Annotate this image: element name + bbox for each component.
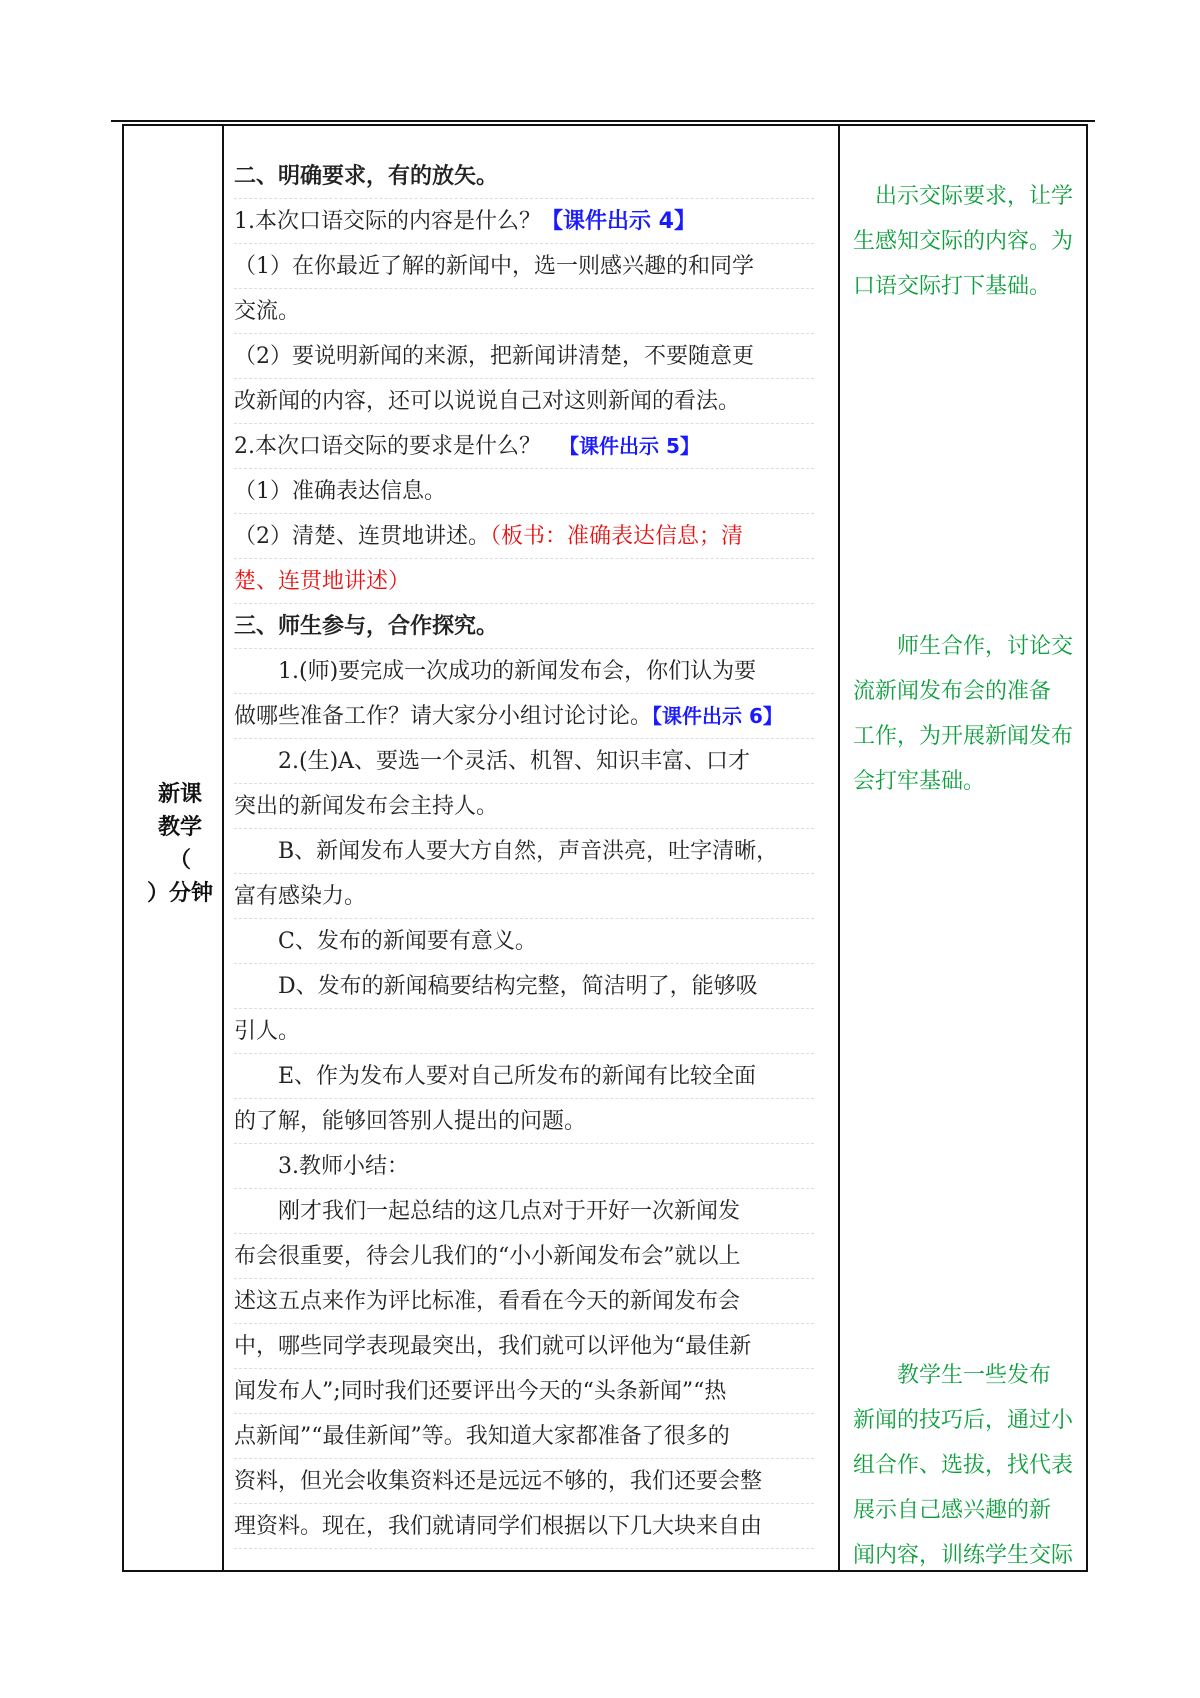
summary-line-4: 中，哪些同学表现最突出，我们就可以评他为“最佳新 (234, 1324, 814, 1369)
design-note-2 (853, 624, 1089, 804)
top-rule (111, 120, 1095, 122)
point-a-line1: 2.(生)A、要选一个灵活、机智、知识丰富、口才 (234, 739, 814, 784)
point-c: C、发布的新闻要有意义。 (234, 919, 814, 964)
point-e-line1: E、作为发布人要对自己所发布的新闻有比较全面 (234, 1054, 814, 1099)
slide-tag-6: 【课件出示 6】 (652, 704, 783, 728)
note-2-line1: 师生合作，讨论交 (897, 634, 1074, 659)
teacher-question-line2: 做哪些准备工作？请大家分小组讨论讨论。【课件出示 6】 (234, 694, 814, 739)
answer-1-1-line2: 交流。 (234, 289, 814, 334)
summary-line-8: 理资料。现在，我们就请同学们根据以下几大块来自由 (234, 1504, 814, 1549)
label-line-3: （ (168, 848, 191, 873)
point-b-line1: B、新闻发布人要大方自然，声音洪亮，吐字清晰， (234, 829, 814, 874)
note-2-line3: 工作，为开展新闻发布 (853, 724, 1074, 749)
answer-1-2-line1: （2）要说明新闻的来源，把新闻讲清楚，不要随意更 (234, 334, 814, 379)
note-1-line1: 出示交际要求，让学 (875, 184, 1074, 209)
summary-line-1: 刚才我们一起总结的这几点对于开好一次新闻发 (234, 1189, 814, 1234)
note-2-line2: 流新闻发布会的准备 (853, 679, 1052, 704)
question-2: 2.本次口语交际的要求是什么？ 【课件出示 5】 (234, 424, 814, 469)
heading-requirements: 二、明确要求，有的放矢。 (234, 154, 814, 199)
summary-line-5: 闻发布人”;同时我们还要评出今天的“头条新闻”“热 (234, 1369, 814, 1414)
design-note-3 (853, 1353, 1089, 1578)
point-e-line2: 的了解，能够回答别人提出的问题。 (234, 1099, 814, 1144)
answer-2-1: （1）准确表达信息。 (234, 469, 814, 514)
point-d-line1: D、发布的新闻稿要结构完整，简洁明了，能够吸 (234, 964, 814, 1009)
point-a-line2: 突出的新闻发布会主持人。 (234, 784, 814, 829)
summary-line-2: 布会很重要，待会儿我们的“小小新闻发布会”就以上 (234, 1234, 814, 1279)
board-note-line2: 楚、连贯地讲述） (234, 559, 814, 604)
lesson-content (234, 154, 814, 1549)
note-3-line2: 新闻的技巧后，通过小 (853, 1408, 1074, 1433)
summary-line-3: 述这五点来作为评比标准，看看在今天的新闻发布会 (234, 1279, 814, 1324)
slide-tag-5: 【课件出示 5】 (559, 434, 700, 458)
note-2-line4: 会打牢基础。 (853, 769, 986, 794)
label-line-2: 教学 (157, 815, 202, 840)
design-note-1 (853, 174, 1089, 309)
heading-cooperation: 三、师生参与，合作探究。 (234, 604, 814, 649)
note-1-line2: 生感知交际的内容。为 (853, 229, 1074, 254)
point-d-line2: 引人。 (234, 1009, 814, 1054)
column-divider-2 (838, 124, 840, 1572)
note-3-line5: 闻内容，训练学生交际 (853, 1543, 1074, 1568)
answer-1-1-line1: （1）在你最近了解的新闻中，选一则感兴趣的和同学 (234, 244, 814, 289)
answer-1-2-line2: 改新闻的内容，还可以说说自己对这则新闻的看法。 (234, 379, 814, 424)
note-3-line4: 展示自己感兴趣的新 (853, 1498, 1052, 1523)
summary-line-6: 点新闻”“最佳新闻”等。我知道大家都准备了很多的 (234, 1414, 814, 1459)
label-line-4: ）分钟 (146, 881, 213, 906)
teacher-summary-title: 3.教师小结： (234, 1144, 814, 1189)
summary-line-7: 资料，但光会收集资料还是远远不够的，我们还要会整 (234, 1459, 814, 1504)
note-3-line3: 组合作、选拔，找代表 (853, 1453, 1074, 1478)
point-b-line2: 富有感染力。 (234, 874, 814, 919)
question-1: 1.本次口语交际的内容是什么？【课件出示 4】 (234, 199, 814, 244)
slide-tag-4: 【课件出示 4】 (541, 209, 696, 234)
board-note-line1: （板书：准确表达信息；清 (490, 524, 744, 549)
column-divider-1 (222, 124, 224, 1572)
section-label (140, 778, 220, 910)
note-3-line1: 教学生一些发布 (897, 1363, 1052, 1388)
note-1-line3: 口语交际打下基础。 (853, 274, 1052, 299)
teacher-question-line1: 1.(师)要完成一次成功的新闻发布会，你们认为要 (234, 649, 814, 694)
label-line-1: 新课 (157, 782, 202, 807)
answer-2-2: （2）清楚、连贯地讲述。（板书：准确表达信息；清 (234, 514, 814, 559)
